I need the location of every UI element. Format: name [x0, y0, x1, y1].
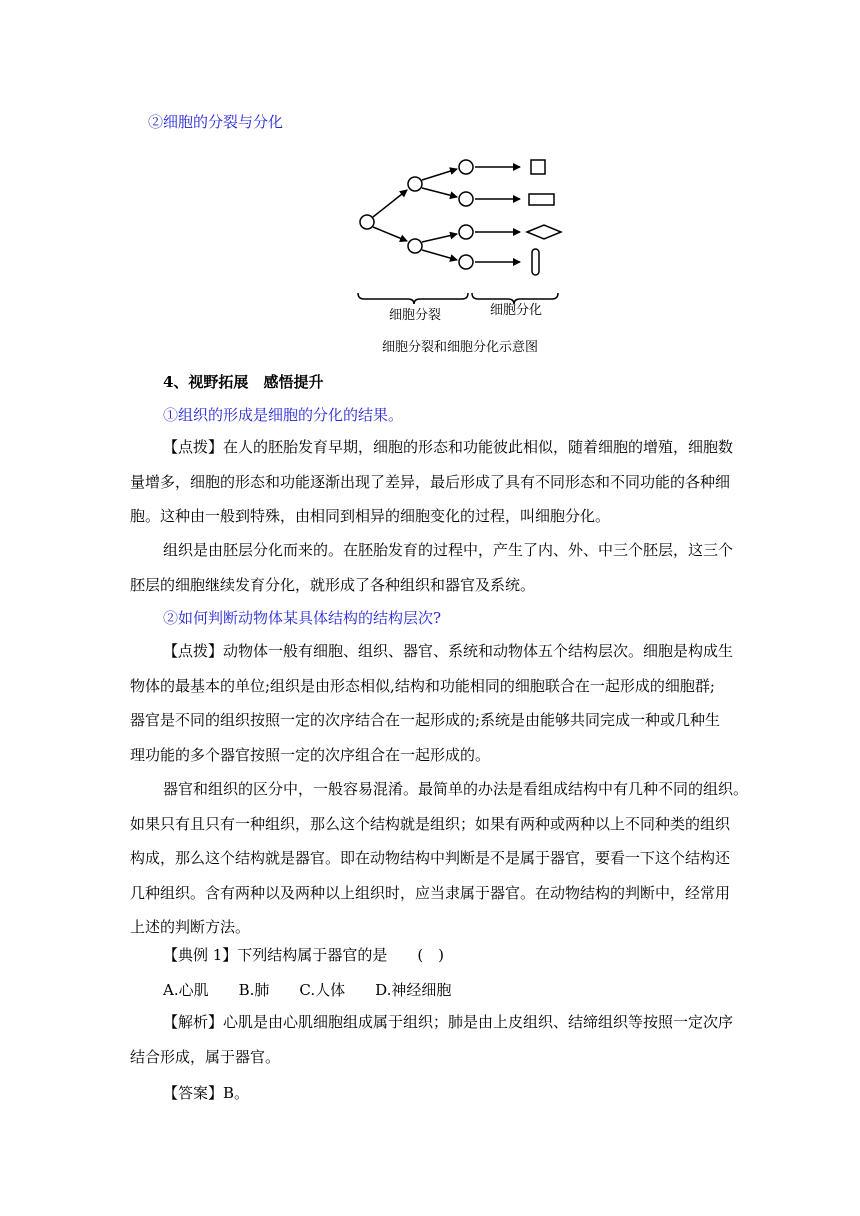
cell-0 — [360, 215, 374, 229]
cell-1b — [408, 239, 422, 253]
q1-tip-line-2: 量增多，细胞的形态和功能逐渐出现了差异，最后形成了具有不同形态和不同功能的各种细 — [130, 472, 731, 491]
section-title-cell-division: ②细胞的分裂与分化 — [148, 113, 284, 131]
heading-4: 4、视野拓展 感悟提升 — [163, 373, 324, 391]
q2-tip-line-1: 【点拨】动物体一般有细胞、组织、器官、系统和动物体五个结构层次。细胞是构成生 — [163, 642, 734, 660]
q2-para2-line-2: 如果只有且只有一种组织，那么这个结构就是组织；如果有两种或两种以上不同种类的组织 — [130, 814, 731, 833]
q1-paragraph-2 — [130, 533, 750, 602]
q2-tip-line-2: 物体的最基本的单位;组织是由形态相似,结构和功能相同的细胞联合在一起形成的细胞群; — [130, 676, 715, 695]
cell-2a — [459, 160, 473, 174]
q2-para2-line-1: 器官和组织的区分中，一般容易混淆。最简单的办法是看组成结构中有几种不同的组织。 — [163, 780, 749, 798]
analysis-line-2: 结合形成，属于器官。 — [130, 1047, 281, 1066]
rectangle-cell — [529, 194, 554, 205]
example-analysis — [130, 1005, 750, 1074]
q2-para2-line-3: 构成，那么这个结构就是器官。即在动物结构中判断是不是属于器官，要看一下这个结构还 — [130, 849, 731, 867]
cell-2d — [459, 255, 473, 269]
example-question: 【典例 1】下列结构属于器官的是 ( ) — [163, 946, 445, 964]
cell-2b — [459, 192, 473, 206]
brace-division — [358, 293, 468, 304]
square-cell — [531, 160, 545, 174]
example-answer: 【答案】B。 — [163, 1084, 250, 1102]
q1-para2-line-1: 组织是由胚层分化而来的。在胚胎发育的过程中，产生了内、外、中三个胚层，这三个 — [163, 541, 734, 559]
question-1-title: ①组织的形成是细胞的分化的结果。 — [163, 406, 404, 424]
q2-tip-paragraph — [130, 634, 750, 772]
diagram-caption: 细胞分裂和细胞分化示意图 — [381, 340, 539, 355]
q1-para2-line-2: 胚层的细胞继续发育分化，就形成了各种组织和器官及系统。 — [130, 575, 536, 594]
q1-tip-paragraph — [130, 430, 750, 534]
cell-1a — [408, 177, 422, 191]
question-2-title: ②如何判断动物体某具体结构的结构层次? — [163, 609, 442, 627]
analysis-line-1: 【解析】心肌是由心肌细胞组成属于组织；肺是由上皮组织、结缔组织等按照一定次序 — [163, 1013, 734, 1031]
q2-tip-line-3: 器官是不同的组织按照一定的次序结合在一起形成的;系统是由能够共同完成一种或几种生 — [130, 711, 721, 729]
label-cell-differentiation: 细胞分化 — [489, 303, 543, 318]
diamond-cell — [527, 225, 561, 239]
cell-2c — [459, 225, 473, 239]
q2-tip-line-4: 理功能的多个器官按照一定的次序组合在一起形成的。 — [130, 745, 491, 764]
q2-para2-line-4: 几种组织。含有两种以及两种以上组织时，应当隶属于器官。在动物结构的判断中，经常用 — [130, 883, 731, 902]
q2-para2-line-5: 上述的判断方法。 — [130, 918, 251, 936]
rod-cell — [532, 249, 539, 275]
q1-tip-line-1: 【点拨】在人的胚胎发育早期，细胞的形态和功能彼此相似，随着细胞的增殖，细胞数 — [163, 438, 734, 456]
example-options: A.心肌 B.肺 C.人体 D.神经细胞 — [163, 981, 452, 999]
q1-tip-line-3: 胞。这种由一般到特殊，由相同到相异的细胞变化的过程，叫细胞分化。 — [130, 507, 611, 525]
q2-paragraph-2 — [130, 772, 750, 945]
label-cell-division: 细胞分裂 — [388, 308, 442, 323]
